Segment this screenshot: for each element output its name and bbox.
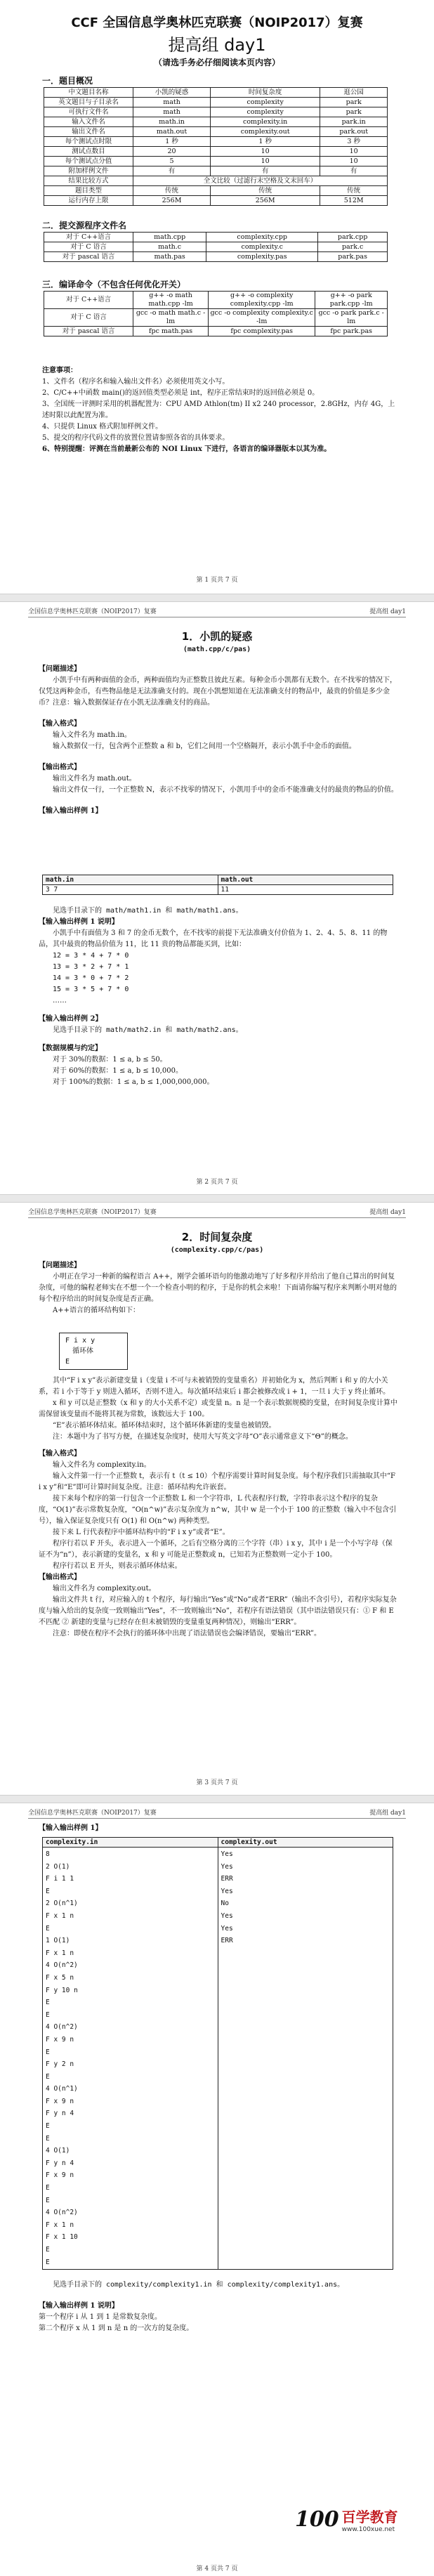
input-desc: 输入文件第一行一个正整数 t，表示有 t（t ≤ 10）个程序需要计算时间复杂度。每个程序我们只需抽取其中“F i x y”和“E”即可计算时间复杂度。注意：循环结构允许嵌套。	[39, 1472, 395, 1491]
table-cell: complexity.in	[210, 117, 320, 127]
section-heading: 【问题描述】	[39, 665, 81, 673]
table-cell: math	[133, 107, 211, 117]
sample-line: Yes	[221, 1862, 233, 1871]
note-item: 4、只提供 Linux 格式附加样例文件。	[42, 423, 163, 431]
table-row	[44, 98, 388, 107]
note-item: 6、特别提醒：评测在当前最新公布的 NOI Linux 下进行，各语言的编译器版本以其为准。	[42, 445, 331, 453]
table-row	[44, 309, 388, 327]
table-cell: 小凯的疑惑	[133, 88, 211, 98]
sample-line: F x 1 n	[46, 1949, 74, 1957]
table-cell: 英文题目与子目录名	[44, 98, 133, 107]
page4-heading	[39, 1823, 399, 1834]
sample-line: E	[46, 2184, 50, 2192]
table-cell: math.cpp	[133, 233, 206, 242]
sample-line: No	[221, 1900, 229, 1908]
range-item: 对于 100%的数据：1 ≤ a, b ≤ 1,000,000,000。	[53, 1078, 214, 1086]
table-cell: 有	[210, 166, 320, 176]
table-cell: 1 秒	[210, 137, 320, 147]
table-cell: fpc math.pas	[133, 327, 209, 336]
sample-in-label: complexity.in	[43, 1838, 218, 1848]
sample-out-label: math.out	[218, 875, 393, 885]
sample-line: ERR	[221, 1875, 233, 1883]
problem2-body	[39, 1260, 399, 1316]
header-right: 提高组 day1	[369, 608, 406, 615]
equation: 15 = 3 * 5 + 7 * 0	[53, 986, 129, 993]
doc-subtitle: 提高组 day1	[168, 35, 266, 55]
sample-input-lines	[43, 1848, 218, 2270]
table-cell: 10	[210, 157, 320, 166]
table-row	[44, 292, 388, 309]
sample-line: F x 9 n	[46, 2171, 74, 2180]
loop-box	[59, 1333, 128, 1370]
table-cell: fpc park.pas	[315, 327, 388, 336]
table-cell: 输入文件名	[44, 117, 133, 127]
logo-url: www.100xue.net	[341, 2526, 395, 2533]
table-cell: 对于 C++语言	[44, 292, 133, 309]
table-cell: 附加样例文件	[44, 166, 133, 176]
sample1-table	[42, 875, 393, 895]
loop-line: F i x y	[65, 1337, 96, 1345]
table-row	[44, 107, 388, 117]
table-cell: 3 秒	[320, 137, 388, 147]
note-item: 1、文件名（程序名和输入输出文件名）必须使用英文小写。	[42, 378, 230, 386]
sample-line: E	[46, 2246, 50, 2254]
source-table	[44, 232, 388, 262]
table-cell: 256M	[133, 196, 211, 206]
table-cell: park.out	[320, 127, 388, 137]
doc-title: CCF 全国信息学奥林匹克联赛（NOIP2017）复赛	[71, 15, 363, 30]
table-cell: 对于 C++语言	[44, 233, 133, 242]
section-heading: 【输入输出样例 1】	[39, 807, 103, 815]
table-cell: 10	[320, 157, 388, 166]
sample-line: F y n 4	[46, 2110, 74, 2118]
section-heading: 【输入格式】	[39, 720, 81, 728]
sample-line: 1 O(1)	[46, 1937, 70, 1945]
table-cell: 每个测试点时限	[44, 137, 133, 147]
header-left: 全国信息学奥林匹克联赛（NOIP2017）复赛	[28, 1209, 157, 1216]
table-cell: gcc -o park park.c -lm	[315, 309, 388, 327]
section-heading: 【输入输出样例 1 说明】	[39, 2302, 119, 2310]
header-left: 全国信息学奥林匹克联赛（NOIP2017）复赛	[28, 1810, 157, 1817]
logo-mark-icon: 100	[295, 2507, 339, 2532]
sample-line: Yes	[221, 1850, 233, 1858]
page-footer: 第 2 页共 7 页	[196, 1179, 238, 1186]
table-cell: complexity	[210, 107, 320, 117]
sample-line: E	[46, 1887, 50, 1895]
table-row	[44, 157, 388, 166]
table-row	[44, 242, 388, 252]
sample-line: F x 9 n	[46, 2035, 74, 2044]
table-row	[44, 176, 388, 186]
problem2-body-2	[39, 1375, 399, 1640]
table-cell: 传统	[133, 186, 211, 196]
sample-line: 8	[46, 1850, 50, 1858]
table-cell: fpc complexity.pas	[209, 327, 315, 336]
sample-line: 4 O(n^1)	[46, 2085, 78, 2093]
problem2-desc: “E”表示循环体结束。循环体结束时，这个循环体新建的变量也被销毁。	[53, 1422, 276, 1430]
table-cell: 结果比较方式	[44, 176, 133, 186]
table-cell: 10	[320, 147, 388, 157]
section-heading: 【输入输出样例 1】	[39, 1824, 103, 1832]
problem1-body	[39, 664, 399, 817]
problem1-title: 1．小凯的疑惑	[181, 630, 253, 643]
problem2-title: 2．时间复杂度	[181, 1231, 253, 1243]
table-cell: 输出文件名	[44, 127, 133, 137]
output-file: 输出文件名为 math.out。	[53, 775, 136, 783]
sample-line: 4 O(1)	[46, 2147, 70, 2155]
input-desc: 接下来每个程序的第一行包含一个正整数 L 和一个字符串，L 代表程序行数，字符串表示这个程序的复杂度，“O(1)”表示常数复杂度，“O(n^w)”表示复杂度为 n^w，其中 w 是一个小于 100 的正整数（输入中不包含引号），输入保证复杂度只有 O(1) 和 O(n^w) 两种类型。	[39, 1495, 397, 1525]
problem1-file: (math.cpp/c/pas)	[183, 646, 251, 653]
table-cell: g++ -o complexity complexity.cpp -lm	[209, 292, 315, 309]
note-item: 5、提交的程序代码文件的放置位置请参照各省的具体要求。	[42, 434, 230, 442]
sample-in: 3 7	[43, 885, 218, 895]
sample-line: Yes	[221, 1911, 233, 1920]
table-cell: 对于 C 语言	[44, 242, 133, 252]
table-cell: 20	[133, 147, 211, 157]
problem2-file: (complexity.cpp/c/pas)	[170, 1246, 264, 1254]
table-cell: 传统	[210, 186, 320, 196]
input-desc: 接下来 L 行代表程序中循环结构中的“F i x y”或者“E”。	[53, 1529, 230, 1536]
sample-line: 2 O(n^1)	[46, 1900, 78, 1908]
table-cell: gcc -o complexity complexity.c -lm	[209, 309, 315, 327]
table-row	[44, 196, 388, 206]
table-row	[44, 327, 388, 336]
section-heading: 【问题描述】	[39, 1262, 81, 1269]
table-cell: 全文比较（过滤行末空格及文末回车）	[133, 176, 388, 186]
sample-line: E	[46, 2196, 50, 2204]
table-cell: park	[320, 98, 388, 107]
loop-line: E	[65, 1358, 70, 1366]
section-heading: 【输出格式】	[39, 764, 81, 771]
table-cell: 可执行文件名	[44, 107, 133, 117]
table-cell: math.c	[133, 242, 206, 252]
table-row	[44, 233, 388, 242]
sample-out-label: complexity.out	[218, 1838, 393, 1848]
table-cell: park.cpp	[318, 233, 388, 242]
compile-table	[44, 291, 388, 336]
problem1-body-2	[39, 905, 399, 1088]
section-heading: 【数据规模与约定】	[39, 1045, 102, 1052]
sample-line: Yes	[221, 1887, 233, 1895]
sample-line: 2 O(1)	[46, 1862, 70, 1871]
table-cell: math.pas	[133, 252, 206, 262]
brand-logo	[295, 2506, 398, 2533]
equation: ……	[53, 997, 67, 1005]
loop-line: 循环体	[72, 1347, 93, 1355]
table-cell: complexity.cpp	[206, 233, 318, 242]
problem2-desc: 小明正在学习一种新的编程语言 A++，刚学会循环语句的他激动地写了好多程序并给出了他自己算出的时间复杂度，可他的编程老师实在不想一个一个检查小明的程序，于是你的机会来啦！下面请你编写程序来判断小明对他的每个程序给出的时间复杂度是否正确。	[39, 1273, 397, 1303]
note-item: 2、C/C++中函数 main()的返回值类型必须是 int，程序正常结束时的返回值必须是 0。	[42, 389, 320, 397]
sample-line: F x 1 n	[46, 1911, 74, 1920]
page-3	[0, 1203, 434, 1795]
header-right: 提高组 day1	[369, 1209, 406, 1216]
page-separator	[0, 594, 434, 602]
sample-line: Yes	[221, 1924, 233, 1933]
sample-line: F x 5 n	[46, 1973, 74, 1982]
table-cell: 测试点数目	[44, 147, 133, 157]
table-cell: complexity	[210, 98, 320, 107]
input-desc: 程序行若以 E 开头，则表示循环体结束。	[53, 1562, 182, 1570]
table-cell: park.c	[318, 242, 388, 252]
input-file: 输入文件名为 math.in。	[53, 731, 131, 739]
table-row	[44, 117, 388, 127]
logo-name: 百学教育	[341, 2509, 398, 2525]
table-cell: park.pas	[318, 252, 388, 262]
sample-line: E	[46, 1999, 50, 2007]
problem2-desc: 其中“F i x y”表示新建变量 i（变量 i 不可与未被销毁的变量重名）并初始化为 x，然后判断 i 和 y 的大小关系，若 i 小于等于 y 则进入循环，否则不进入。每次循环结束后 i 都会被修改成 i + 1，一旦 i 大于 y 终止循环。	[39, 1377, 390, 1396]
overview-table	[44, 87, 388, 206]
sample-line: E	[46, 2072, 50, 2081]
section-heading: 【输出格式】	[39, 1574, 81, 1581]
table-cell: 5	[133, 157, 211, 166]
table-row	[44, 166, 388, 176]
table-cell: complexity.pas	[206, 252, 318, 262]
input-desc: 输入数据仅一行，包含两个正整数 a 和 b，它们之间用一个空格隔开，表示小凯手中金币的面值。	[53, 743, 356, 750]
sample-line: F x 1 10	[46, 2233, 78, 2242]
section-heading: 【输入输出样例 2】	[39, 1015, 103, 1023]
problem1-description: 小凯手中有两种面值的金币，两种面值均为正整数且彼此互素。每种金币小凯都有无数个。在不找零的情况下，仅凭这两种金币，有些物品他是无法准确支付的。现在小凯想知道在无法准确支付的物品中，最贵的价值是多少金币？注意：输入数据保证存在小凯无法准确支付的商品。	[39, 676, 397, 707]
sample-line: F x 1 n	[46, 2221, 74, 2229]
table-cell: math.in	[133, 117, 211, 127]
sample-line: E	[46, 2122, 50, 2131]
sample-note: 见选手目录下的 complexity/complexity1.in 和 complexity/complexity1.ans。	[53, 2281, 345, 2289]
page-4	[0, 1803, 434, 2576]
explain-line: 第二个程序 x 从 1 到 n 是 n 的一次方的复杂度。	[39, 2325, 194, 2332]
notes-list	[42, 365, 399, 455]
sample-line: E	[46, 2134, 50, 2143]
sample-line: 4 O(n^2)	[46, 2209, 78, 2217]
source-heading: 二．提交源程序文件名	[42, 221, 127, 230]
table-cell: math.out	[133, 127, 211, 137]
sample-note: 见选手目录下的 math/math1.in 和 math/math1.ans。	[53, 907, 243, 915]
sample-out: 11	[218, 885, 393, 895]
page-footer: 第 1 页共 7 页	[196, 577, 238, 584]
page-footer: 第 3 页共 7 页	[196, 1779, 238, 1786]
output-desc: 输出文件共 t 行，对应输入的 t 个程序，每行输出“Yes”或“No”或者“ERR”（输出不含引号），若程序实际复杂度与输入给出的复杂度一致则输出“Yes”，不一致则输出“No”，若程序有语法错误（其中语法错误只有：① F 和 E 不匹配 ② 新建的变量与已经存在但未被销毁的变量重复两种情况），则输出“ERR”。	[39, 1596, 397, 1626]
table-cell: 对于 pascal 语言	[44, 252, 133, 262]
input-desc: 程序行若以 F 开头，表示进入一个循环，之后有空格分离的三个字符（串）i x y，其中 i 是一个小写字母（保证不为“n”），表示新建的变量名，x 和 y 可能是正整数或 n，已知若为正整数则一定小于 100。	[39, 1540, 393, 1559]
problem2-desc: A++语言的循环结构如下：	[53, 1307, 140, 1314]
table-row	[44, 127, 388, 137]
page-separator	[0, 1194, 434, 1203]
sample-output-lines	[218, 1848, 393, 2270]
problem2-desc: 注：本题中为了书写方便，在描述复杂度时，使用大写英文字母“O”表示通常意义下“Θ”的概念。	[53, 1433, 353, 1441]
sample2-note: 见选手目录下的 math/math2.in 和 math/math2.ans。	[53, 1026, 243, 1034]
table-cell: 有	[320, 166, 388, 176]
table-row	[44, 88, 388, 98]
sample-line: F x 9 n	[46, 2097, 74, 2105]
table-row	[44, 137, 388, 147]
sample-line: F i 1 1	[46, 1875, 74, 1883]
page-2	[0, 602, 434, 1194]
page-header	[28, 1807, 406, 1819]
table-cell: 对于 pascal 语言	[44, 327, 133, 336]
table-cell: math	[133, 98, 211, 107]
sample-line: ERR	[221, 1937, 233, 1945]
page-separator	[0, 1795, 434, 1803]
table-cell: 中文题目名称	[44, 88, 133, 98]
equation: 14 = 3 * 0 + 7 * 2	[53, 974, 129, 982]
sample-line: 4 O(n^2)	[46, 2023, 78, 2032]
page-1	[0, 0, 434, 594]
table-cell: 每个测试点分值	[44, 157, 133, 166]
problem2-desc: x 和 y 可以是正整数（x 和 y 的大小关系不定）或变量 n。n 是一个表示数据规模的变量，在时间复杂度计算中需保留该变量而不能将其视为常数，该数远大于 100。	[39, 1399, 397, 1418]
equation: 12 = 3 * 4 + 7 * 0	[53, 952, 129, 960]
table-cell: 传统	[320, 186, 388, 196]
table-cell: 有	[133, 166, 211, 176]
sample-line: F y 10 n	[46, 1986, 78, 1994]
table-cell: 对于 C 语言	[44, 309, 133, 327]
header-left: 全国信息学奥林匹克联赛（NOIP2017）复赛	[28, 608, 157, 615]
page-footer: 第 4 页共 7 页	[196, 2565, 238, 2572]
page-header	[28, 1207, 406, 1218]
overview-heading: 一．题目概况	[42, 76, 93, 86]
table-cell: 时间复杂度	[210, 88, 320, 98]
explain-line: 第一个程序 i 从 1 到 1 是常数复杂度。	[39, 2313, 162, 2321]
sample-in-label: math.in	[43, 875, 218, 885]
compile-heading: 三．编译命令（不包含任何优化开关）	[42, 280, 186, 289]
table-cell: 512M	[320, 196, 388, 206]
table-cell: 运行内存上限	[44, 196, 133, 206]
doc-notice: （请选手务必仔细阅读本页内容）	[153, 58, 280, 67]
page4-notes	[39, 2280, 399, 2334]
table-cell: park	[320, 107, 388, 117]
section-heading: 【输入格式】	[39, 1450, 81, 1458]
table-cell: g++ -o math math.cpp -lm	[133, 292, 209, 309]
sample-line: 4 O(n^2)	[46, 1961, 78, 1970]
table-cell: 1 秒	[133, 137, 211, 147]
table-row	[44, 252, 388, 262]
note-item: 3、全国统一评测时采用的机器配置为：CPU AMD Athlon(tm) II x2 240 processor，2.8GHz，内存 4G，上述时限以此配置为准。	[42, 400, 395, 419]
range-item: 对于 30%的数据：1 ≤ a, b ≤ 50。	[53, 1056, 167, 1064]
table-cell: gcc -o math math.c -lm	[133, 309, 209, 327]
section-heading: 【输入输出样例 1 说明】	[39, 918, 119, 926]
header-right: 提高组 day1	[369, 1810, 406, 1817]
page-header	[28, 606, 406, 617]
sample-line: E	[46, 2258, 50, 2266]
input-file: 输入文件名为 complexity.in。	[53, 1461, 151, 1469]
output-desc: 注意：即使在程序不会执行的循环体中出现了语法错误也会编译错误，要输出“ERR”。	[53, 1630, 322, 1637]
table-cell: 逛公园	[320, 88, 388, 98]
sample-line: F y 2 n	[46, 2060, 74, 2069]
notes-heading: 注意事项：	[42, 367, 77, 374]
output-file: 输出文件名为 complexity.out。	[53, 1585, 156, 1593]
output-desc: 输出文件仅一行，一个正整数 N，表示不找零的情况下，小凯用手中的金币不能准确支付的最贵的物品的价值。	[53, 786, 398, 794]
equation: 13 = 3 * 2 + 7 * 1	[53, 963, 129, 971]
sample-line: F y n 4	[46, 2159, 74, 2167]
table-cell: complexity.c	[206, 242, 318, 252]
sample-line: E	[46, 2011, 50, 2019]
table-row	[44, 186, 388, 196]
table-cell: complexity.out	[210, 127, 320, 137]
table-cell: 256M	[210, 196, 320, 206]
sample-complexity-table	[42, 1837, 393, 2270]
table-cell: 10	[210, 147, 320, 157]
table-row	[44, 147, 388, 157]
table-cell: g++ -o park park.cpp -lm	[315, 292, 388, 309]
range-item: 对于 60%的数据：1 ≤ a, b ≤ 10,000。	[53, 1067, 183, 1075]
sample-line: E	[46, 1924, 50, 1933]
table-cell: 题目类型	[44, 186, 133, 196]
table-cell: park.in	[320, 117, 388, 127]
sample-explain: 小凯手中有面值为 3 和 7 的金币无数个，在不找零的前提下无法准确支付价值为 1、2、4、5、8、11 的物品，其中最贵的物品价值为 11，比 11 贵的物品都能买到，比如：	[39, 929, 388, 948]
sample-line: E	[46, 2048, 50, 2056]
